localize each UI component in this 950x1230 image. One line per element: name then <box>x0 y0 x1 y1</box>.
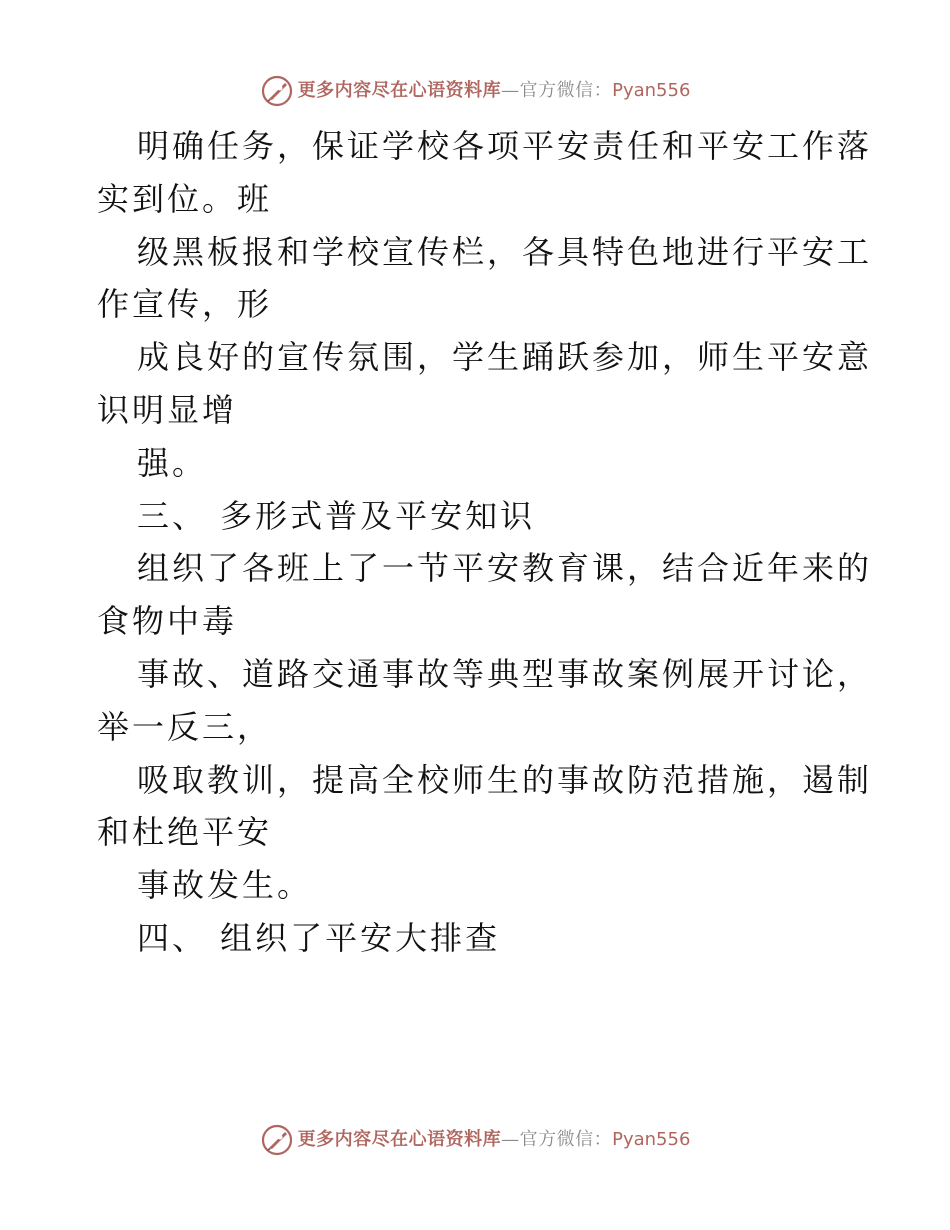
quill-pen-logo-icon <box>260 1123 294 1157</box>
text-line: 事故、道路交通事故等典型事故案例展开讨论， <box>137 654 873 693</box>
banner-site-name: 更多内容尽在心语资料库 <box>297 1129 502 1150</box>
document-body <box>97 120 873 965</box>
page-header-banner <box>0 71 950 111</box>
banner-site-name: 更多内容尽在心语资料库 <box>297 80 502 101</box>
text-line: 和杜绝平安 <box>97 813 273 852</box>
banner-separator: —官方微信： <box>501 1129 613 1150</box>
text-line: 吸取教训，提高全校师生的事故防范措施，遏制 <box>137 760 873 799</box>
text-line: 作宣传，形 <box>97 285 273 324</box>
text-line: 食物中毒 <box>97 602 238 641</box>
text-line: 强。 <box>137 443 208 482</box>
text-line: 四、 组织了平安大排查 <box>137 918 501 957</box>
text-line: 三、 多形式普及平安知识 <box>137 496 536 535</box>
banner-wechat-id: Pyan556 <box>612 80 691 101</box>
quill-pen-logo-icon <box>260 74 294 108</box>
page-footer-banner <box>0 1120 950 1160</box>
text-line: 成良好的宣传氛围，学生踊跃参加，师生平安意 <box>137 338 873 377</box>
text-line: 级黑板报和学校宣传栏，各具特色地进行平安工 <box>137 232 873 271</box>
text-line: 事故发生。 <box>137 866 313 905</box>
header-watermark <box>260 74 691 108</box>
text-line: 举一反三， <box>97 707 273 746</box>
footer-watermark <box>260 1123 691 1157</box>
banner-wechat-id: Pyan556 <box>612 1129 691 1150</box>
text-line: 明确任务，保证学校各项平安责任和平安工作落 <box>137 127 873 165</box>
text-line: 实到位。班 <box>97 179 273 218</box>
text-line: 组织了各班上了一节平安教育课，结合近年来的 <box>137 549 873 588</box>
text-line: 识明显增 <box>97 390 238 429</box>
banner-separator: —官方微信： <box>501 80 613 101</box>
